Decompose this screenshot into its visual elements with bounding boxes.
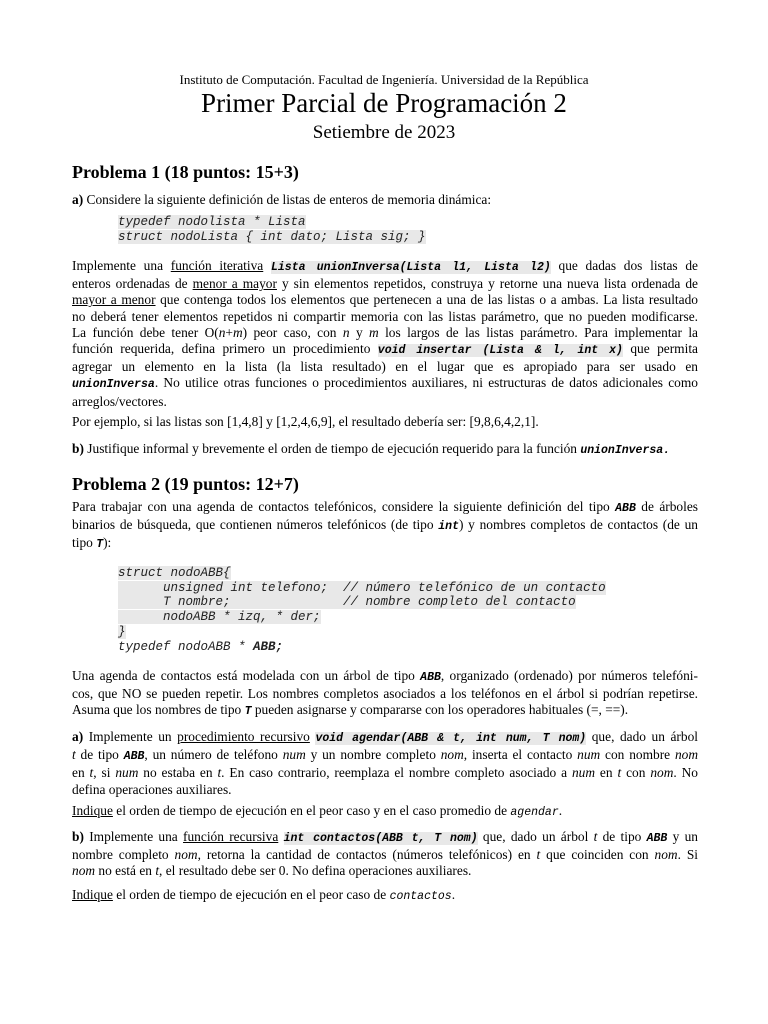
problem2-b: b) Implemente una función recursiva int contactos(ABB t, T nom) que, dado un árbol t de tipo ABB y un nombre completo nom, retorna la cantidad de contactos (números telefónicos) en t que coinciden con nom. Si nom no está en t, el resultado debe ser 0. No defina operaciones auxiliares.	[72, 829, 698, 879]
problem2-code-block	[118, 566, 606, 654]
problem1-b: b) Justifique informal y brevemente el orden de tiempo de ejecución requerido para la función unionInversa.	[72, 441, 671, 457]
exam-title: Primer Parcial de Programación 2	[201, 88, 567, 118]
problem2-heading: Problema 2 (19 puntos: 12+7)	[72, 474, 299, 494]
code-line: unsigned int telefono; // número telefónico de un contacto	[118, 580, 606, 595]
function-name: agendar	[510, 806, 559, 819]
problem1-a-intro-text: Considere la siguiente definición de listas de enteros de memoria dinámica:	[86, 192, 492, 207]
problem1-a-body: Implemente una función iterativa Lista unionInversa(Lista l1, Lista l2) que dadas dos listas de enteros ordenadas de menor a mayor y sin elementos repetidos, construya y retorne una nueva lista ordenada de mayor a menor que contenga todos los elementos que pertenecen a una de las listas o a ambas. La lista resultado no deberá tener elementos repetidos ni compartir memoria con las listas parámetro, que no pueden modificarse. La función debe tener O(n+m) peor caso, con n y m los largos de las listas parámetro. Para implementar la función requerida, defina primero un procedimiento void insertar (Lista & l, int x) que permita agregar un elemento en la lista (la lista resultado) en el lugar que es apropiado para ser usado en unionInversa. No utilice otras funciones o procedimientos auxiliares, ni estructuras de datos adicionales como arreglos/vectores.	[72, 258, 699, 409]
code-line: typedef nodoABB * ABB;	[118, 639, 284, 654]
institution-line: Instituto de Computación. Facultad de Ingeniería. Universidad de la República	[179, 72, 589, 87]
code-line: T nombre; // nombre completo del contacto	[118, 595, 576, 610]
function-name: unionInversa.	[580, 444, 671, 457]
problem2-description: Una agenda de contactos está modelada con un árbol de tipo ABB, organizado (ordenado) por números telefóni- cos, que NO se pueden repetir. Los nombres completos asociados a los teléfonos en el árbol si podrían repetirse. Asuma que los nombres de tipo T pueden asignarse y compararse con los operadores habituales (=, ==).	[72, 668, 698, 719]
problem2-b-complexity: Indique el orden de tiempo de ejecución en el peor caso de contactos.	[72, 887, 456, 903]
problem1-code-block	[118, 215, 426, 244]
code-line: nodoABB * izq, * der;	[118, 610, 321, 625]
problem2-a: a) Implemente un procedimiento recursivo void agendar(ABB & t, int num, T nom) que, dado un árbol t de tipo ABB, un número de teléfono num y un nombre completo nom, inserta el contacto num con nombre nom en t, si num no estaba en t. En caso contrario, reemplaza el nombre completo asociado a num en t con nom. No defina operaciones auxiliares.	[72, 729, 698, 797]
problem1-a-intro	[72, 192, 698, 208]
exam-date: Setiembre de 2023	[312, 122, 456, 143]
code-line: struct nodoLista { int dato; Lista sig; }	[118, 229, 426, 244]
code-line: }	[118, 624, 126, 639]
problem2-a-complexity: Indique el orden de tiempo de ejecución en el peor caso y en el caso promedio de agendar.	[72, 803, 563, 819]
code-line: typedef nodolista * Lista	[118, 215, 306, 229]
problem1-heading: Problema 1 (18 puntos: 15+3)	[72, 162, 299, 182]
code-line: struct nodoABB{	[118, 566, 231, 580]
function-name: contactos	[389, 890, 452, 903]
problem1-example: Por ejemplo, si las listas son [1,4,8] y [1,2,4,6,9], el resultado debería ser: [9,8,6,4,2,1].	[72, 414, 539, 429]
problem1-b-label: b)	[72, 441, 84, 456]
problem1-a-label: a)	[72, 192, 84, 207]
problem2-intro: Para trabajar con una agenda de contactos telefónicos, considere la siguiente definición del tipo ABB de árboles binarios de búsqueda, que contienen números telefónicos (de tipo int) y nombres completos de contactos (de un tipo T):	[72, 499, 698, 552]
